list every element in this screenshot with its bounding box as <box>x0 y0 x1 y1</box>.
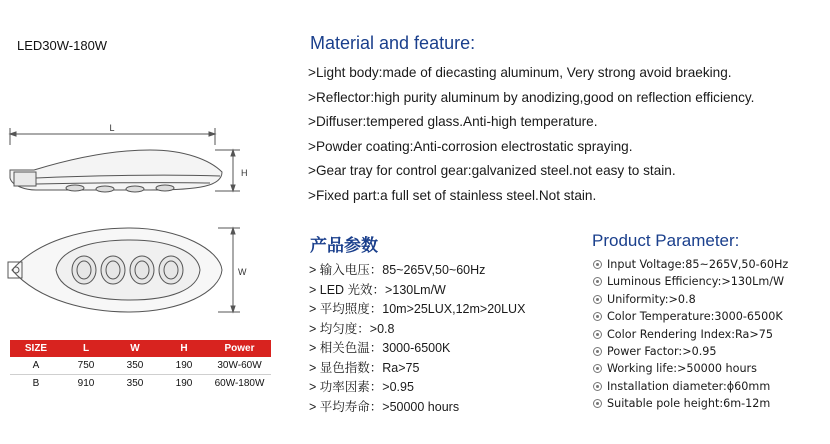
list-item: > 平均寿命：>50000 hours <box>309 399 460 414</box>
list-item-text: Uniformity:>0.8 <box>607 292 696 306</box>
list-item-text: Power Factor:>0.95 <box>607 345 717 359</box>
table-cell: 910 <box>77 378 95 389</box>
side-view <box>10 128 240 192</box>
top-view <box>8 228 240 312</box>
list-item-text: Working life:>50000 hours <box>607 362 757 376</box>
spec-header-l: L <box>62 340 110 357</box>
list-item <box>593 343 788 360</box>
list-item-text: Installation diameter:ϕ60mm <box>607 379 771 393</box>
table-cell: 60W-180W <box>214 378 265 389</box>
list-item: >Gear tray for control gear:galvanized steel.not easy to stain. <box>308 163 676 178</box>
circle-bullet-icon <box>593 277 602 286</box>
length-dim-label: L <box>109 123 115 133</box>
table-cell: 750 <box>62 357 110 375</box>
circle-bullet-icon <box>593 382 602 391</box>
list-item <box>593 256 788 273</box>
luminaire-drawing <box>0 118 270 338</box>
height-dim-label: H <box>241 168 248 178</box>
table-cell: 350 <box>126 378 144 389</box>
list-item <box>593 360 788 377</box>
spec-header-power: Power <box>208 340 271 357</box>
params-en-list <box>593 256 788 413</box>
circle-bullet-icon <box>593 347 602 356</box>
list-item <box>593 308 788 325</box>
circle-bullet-icon <box>593 295 602 304</box>
list-item: >Light body:made of diecasting aluminum, Very strong avoid braeking. <box>308 65 732 80</box>
table-cell: 190 <box>175 378 193 389</box>
table-row <box>10 375 271 393</box>
list-item-text: Color Rendering Index:Ra>75 <box>607 327 774 341</box>
list-item: > 平均照度：10m>25LUX,12m>20LUX <box>309 302 526 316</box>
spec-table <box>10 340 271 392</box>
list-item: >Powder coating:Anti-corrosion electrostatic spraying. <box>308 138 633 154</box>
list-item: > 相关色温：3000-6500K <box>309 341 451 355</box>
table-cell: A <box>10 357 62 375</box>
material-heading: Material and feature: <box>310 33 476 53</box>
params-cn-heading: 产品参数 <box>310 236 378 255</box>
list-item: >Reflector:high purity aluminum by anodizing,good on reflection efficiency. <box>308 89 755 105</box>
circle-bullet-icon <box>593 330 602 339</box>
width-dim-label: W <box>238 267 247 277</box>
list-item <box>593 378 788 395</box>
list-item: > 功率因素：>0.95 <box>309 380 414 394</box>
list-item <box>593 291 788 308</box>
list-item-text: Luminous Efficiency:>130Lm/W <box>607 275 785 289</box>
list-item-text: Suitable pole height:6m-12m <box>607 397 771 411</box>
circle-bullet-icon <box>593 260 602 269</box>
params-cn-list <box>309 261 525 417</box>
list-item: > 显色指数：Ra>75 <box>309 360 420 375</box>
list-item <box>593 395 788 412</box>
spec-header-size: SIZE <box>10 340 62 357</box>
material-feature-list <box>308 61 754 208</box>
list-item <box>593 326 788 343</box>
spec-header-w: W <box>110 340 160 357</box>
circle-bullet-icon <box>593 312 602 321</box>
circle-bullet-icon <box>593 364 602 373</box>
spec-header-h: H <box>160 340 208 357</box>
list-item: > LED 光效：>130Lm/W <box>309 282 446 297</box>
spec-table-header-row <box>10 340 271 357</box>
table-cell: 30W-60W <box>208 357 271 375</box>
table-row <box>10 357 271 375</box>
list-item-text: Input Voltage:85~265V,50-60Hz <box>607 258 789 271</box>
params-en-heading: Product Parameter: <box>592 231 740 250</box>
list-item <box>593 273 788 290</box>
model-title: LED30W-180W <box>17 38 108 53</box>
list-item: > 均匀度：>0.8 <box>309 321 395 336</box>
list-item: >Diffuser:tempered glass.Anti-high temperature. <box>308 114 598 129</box>
list-item-text: Color Temperature:3000-6500K <box>607 310 783 324</box>
table-cell: 350 <box>110 357 160 375</box>
list-item: > 输入电压：85~265V,50~60Hz <box>309 263 486 277</box>
list-item: >Fixed part:a full set of stainless steel.Not stain. <box>308 187 597 203</box>
circle-bullet-icon <box>593 399 602 408</box>
table-cell: 190 <box>160 357 208 375</box>
table-cell: B <box>32 378 40 389</box>
